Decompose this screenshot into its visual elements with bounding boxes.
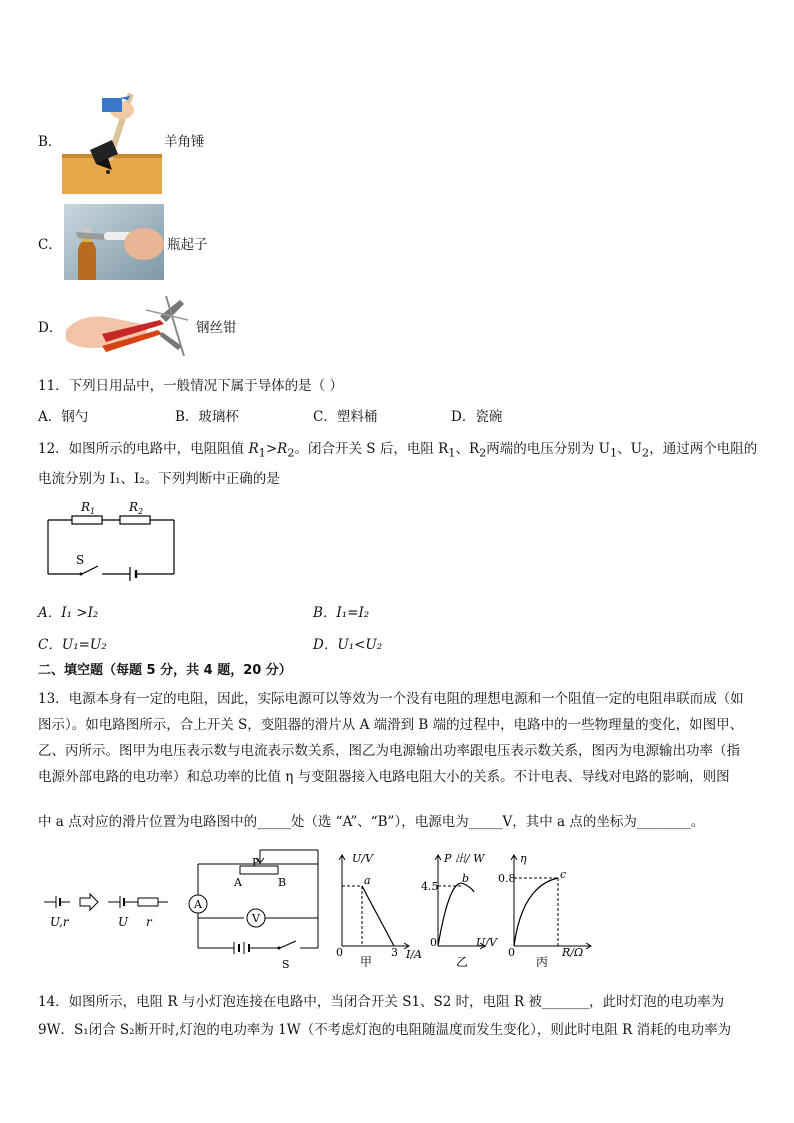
- graph-jia: [336, 852, 422, 969]
- graph-bing: [498, 852, 591, 969]
- svg-text:甲: 甲: [360, 955, 373, 969]
- switch-s: [82, 566, 98, 574]
- svg-text:V: V: [252, 912, 260, 925]
- svg-text:0: 0: [336, 946, 343, 959]
- q13-line-3: 乙、丙所示。图甲为电压表示数与电流表示数关系，图乙为电源输出功率跟电压表示数关系，图丙为电源输出功率（指: [38, 743, 740, 759]
- q12-stem-line1: 12．如图所示的电路中，电阻阻值 $R_1>R_2$。闭合开关 S 后，电阻 $R_1$、$R_2$两端的电压分别为 $U_1$、$U_2$，通过两个电阻的: [38, 441, 758, 460]
- svg-text:U/V: U/V: [352, 852, 373, 865]
- q12-option-d: D．U₁<U₂: [313, 637, 383, 653]
- q13-line-5: 中 a 点对应的滑片位置为电路图中的_____处（选 “A”、“B”），电源电为_____V，其中 a 点的坐标为________。: [38, 814, 705, 830]
- q12-stem-line2: 电流分别为 I₁、I₂。下列判断中正确的是: [38, 471, 280, 487]
- q10-option-c-letter: C．: [38, 237, 62, 253]
- q10-option-b-letter: B．: [38, 134, 62, 150]
- svg-text:R1: $R_1$: [81, 500, 96, 516]
- svg-text:A: A: [234, 876, 242, 889]
- svg-text:U,r: U,r: [50, 915, 69, 929]
- pliers-photo: [62, 290, 192, 366]
- equivalent-source-diagram: [44, 894, 168, 929]
- svg-text:P 出/ W: P 出/ W: [444, 852, 485, 865]
- svg-text:U/V: U/V: [476, 936, 497, 949]
- q13-line-2: 图示）。如电路图所示，合上开关 S，变阻器的滑片从 A 端滑到 B 端的过程中，电路中的一些物理量的变化，如图甲、: [38, 717, 744, 733]
- q12-option-a: A．I₁ >I₂: [38, 605, 99, 621]
- svg-text:R2: $R_2$: [129, 500, 144, 516]
- bottle-opener-photo: [64, 204, 164, 280]
- svg-text:b: b: [462, 872, 470, 885]
- svg-text:P: P: [252, 856, 260, 869]
- svg-text:S: S: [76, 553, 85, 567]
- q11-option-b: B．玻璃杯: [175, 409, 239, 425]
- graph-yi: [421, 852, 498, 969]
- svg-text:I/A: I/A: [406, 948, 422, 961]
- svg-text:0: 0: [508, 946, 515, 959]
- svg-text:B: B: [278, 876, 287, 889]
- q14-line-1: 14．如图所示，电阻 R 与小灯泡连接在电路中，当闭合开关 S1、S2 时，电阻 R 被_______，此时灯泡的电功率为: [38, 994, 725, 1010]
- q10-option-b-label: 羊角锤: [164, 134, 205, 150]
- q10-option-c-label: 瓶起子: [167, 237, 208, 253]
- q11-option-c: C．塑料桶: [313, 409, 378, 425]
- jia-line: [362, 886, 394, 946]
- q12-option-c: C．U₁=U₂: [38, 637, 107, 653]
- svg-text:3: 3: [391, 946, 398, 959]
- q14-line-2: 9W．S₁闭合 S₂断开时,灯泡的电功率为 1W（不考虑灯泡的电阻随温度而发生变化），则此时电阻 R 消耗的电功率为: [38, 1022, 732, 1038]
- svg-text:0: 0: [430, 936, 437, 949]
- svg-text:丙: 丙: [536, 955, 549, 969]
- bing-curve: [514, 878, 558, 946]
- q13-circuit-diagram: [189, 850, 318, 970]
- section-heading-fill-blank: 二、填空题（每题 5 分，共 4 题，20 分）: [38, 663, 292, 678]
- svg-text:R/Ω: R/Ω: [562, 946, 584, 959]
- q13-line-1: 13．电源本身有一定的电阻，因此，实际电源可以等效为一个没有电阻的理想电源和一个阻值一定的电阻串联而成（如: [38, 691, 744, 707]
- q13-figure-row: [38, 846, 598, 970]
- svg-text:c: c: [560, 868, 567, 881]
- svg-text:U: U: [118, 915, 129, 929]
- q11-option-d: D．瓷碗: [451, 409, 503, 425]
- q10-option-d-letter: D．: [38, 320, 63, 336]
- svg-text:4.5: 4.5: [421, 880, 439, 893]
- q10-option-d-label: 钢丝钳: [196, 320, 237, 336]
- q13-line-4: 电源外部电路的电功率）和总功率的比值 η 与变阻器接入电路电阻大小的关系。不计电表、导线对电路的影响，则图: [38, 769, 730, 785]
- resistor-r1: [72, 516, 102, 524]
- q12-circuit-diagram: [44, 496, 180, 582]
- svg-text:S: S: [282, 958, 290, 970]
- svg-text:r: r: [146, 915, 152, 929]
- svg-text:η: η: [520, 852, 527, 865]
- svg-text:A: A: [194, 898, 202, 911]
- svg-text:0.8: 0.8: [498, 872, 516, 885]
- q11-option-a: A．钢勺: [38, 409, 89, 425]
- svg-text:乙: 乙: [456, 955, 469, 969]
- claw-hammer-photo: [62, 92, 162, 194]
- q12-option-b: B．I₁=I₂: [313, 605, 370, 621]
- yi-curve: [438, 883, 474, 946]
- svg-text:a: a: [364, 874, 371, 887]
- q11-stem: 11．下列日用品中，一般情况下属于导体的是（ ）: [38, 378, 343, 394]
- resistor-r2: [120, 516, 150, 524]
